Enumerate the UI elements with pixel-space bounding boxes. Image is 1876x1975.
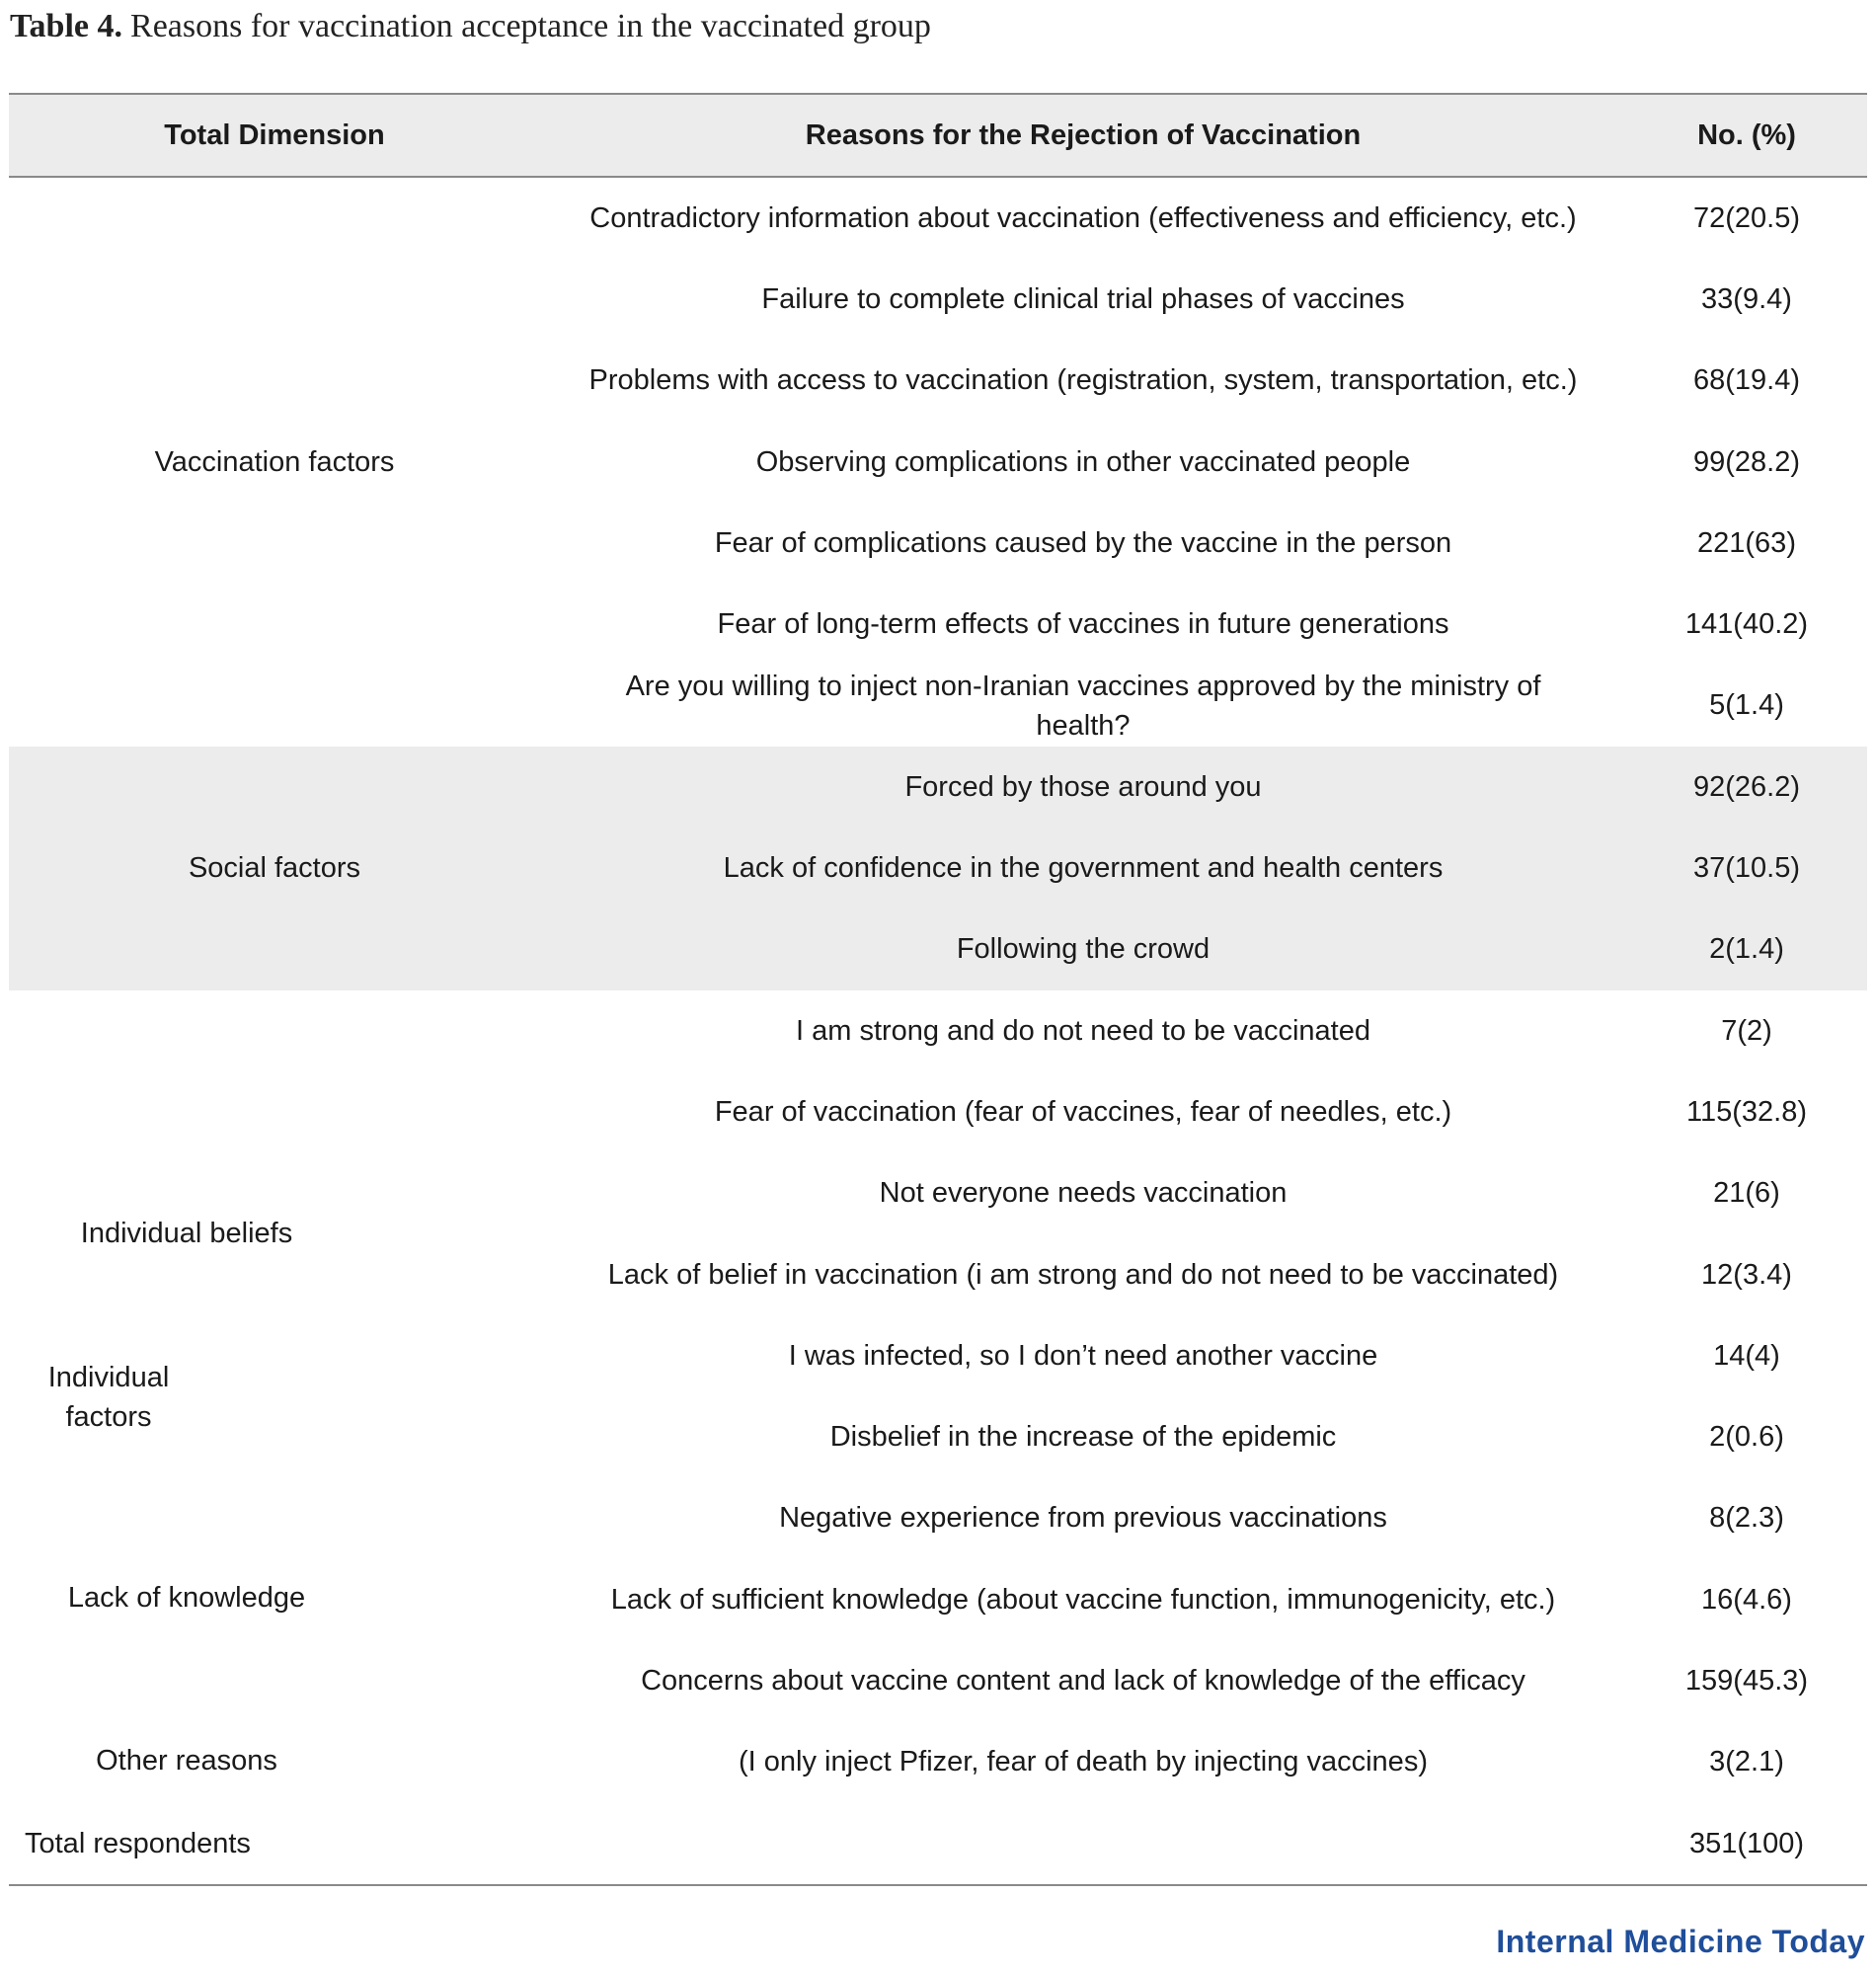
count-cell: 68(19.4) bbox=[1692, 364, 1800, 397]
count-cell: 141(40.2) bbox=[1684, 608, 1809, 641]
reason-cell: Fear of vaccination (fear of vaccines, fear of needles, etc.) bbox=[714, 1095, 1452, 1128]
reason-cell: Disbelief in the increase of the epidemic bbox=[829, 1421, 1337, 1454]
reason-cell: Fear of long-term effects of vaccines in future generations bbox=[717, 608, 1449, 641]
count-cell: 2(1.4) bbox=[1709, 933, 1784, 966]
count-cell: 14(4) bbox=[1713, 1339, 1780, 1372]
reason-cell: I was infected, so I don’t need another vaccine bbox=[788, 1339, 1378, 1372]
reason-cell: (I only inject Pfizer, fear of death by injecting vaccines) bbox=[739, 1746, 1428, 1778]
reason-cell: Forced by those around you bbox=[904, 770, 1262, 803]
reason-cell: Are you willing to inject non-Iranian vaccines approved by the ministry of health? bbox=[625, 670, 1541, 742]
reason-cell: Following the crowd bbox=[956, 933, 1211, 966]
reason-cell: I am strong and do not need to be vaccinated bbox=[795, 1014, 1370, 1047]
count-cell: 7(2) bbox=[1721, 1014, 1772, 1047]
group-social-factors: Social factors bbox=[188, 852, 361, 885]
count-cell: 221(63) bbox=[1697, 526, 1796, 559]
reason-cell: Negative experience from previous vaccinations bbox=[779, 1502, 1387, 1535]
table-number: Table 4. bbox=[10, 8, 123, 44]
count-cell: 72(20.5) bbox=[1692, 201, 1800, 234]
count-cell: 16(4.6) bbox=[1701, 1583, 1792, 1616]
count-cell: 3(2.1) bbox=[1709, 1746, 1784, 1778]
count-cell: 37(10.5) bbox=[1692, 852, 1800, 885]
table-row bbox=[9, 1478, 1867, 1559]
reason-cell: Not everyone needs vaccination bbox=[879, 1177, 1288, 1210]
table-row bbox=[9, 1640, 1867, 1721]
table-row bbox=[9, 990, 1867, 1071]
table-row bbox=[9, 909, 1867, 990]
total-row bbox=[9, 1803, 1867, 1884]
table-row bbox=[9, 584, 1867, 665]
table-row bbox=[9, 828, 1867, 908]
group-vaccination-factors: Vaccination factors bbox=[154, 445, 395, 478]
table-row bbox=[9, 259, 1867, 340]
count-cell: 115(32.8) bbox=[1686, 1095, 1807, 1128]
header-dimension: Total Dimension bbox=[164, 118, 385, 151]
journal-logo: Internal Medicine Today bbox=[1496, 1924, 1865, 1959]
table-caption bbox=[10, 8, 931, 45]
table-row bbox=[9, 666, 1867, 747]
count-cell: 159(45.3) bbox=[1684, 1664, 1809, 1697]
header-count: No. (%) bbox=[1697, 118, 1796, 151]
count-cell: 92(26.2) bbox=[1692, 770, 1800, 803]
table-row bbox=[9, 1071, 1867, 1152]
count-cell: 2(0.6) bbox=[1709, 1421, 1784, 1454]
reason-cell: Lack of confidence in the government and health centers bbox=[723, 852, 1444, 885]
header-reason: Reasons for the Rejection of Vaccination bbox=[805, 118, 1362, 151]
group-individual-beliefs: Individual beliefs bbox=[80, 1218, 293, 1249]
table-row bbox=[9, 341, 1867, 422]
count-cell: 8(2.3) bbox=[1709, 1502, 1784, 1535]
count-cell: 33(9.4) bbox=[1701, 282, 1792, 315]
count-cell: 99(28.2) bbox=[1692, 445, 1800, 478]
count-cell: 12(3.4) bbox=[1701, 1258, 1792, 1291]
reason-cell: Failure to complete clinical trial phases of vaccines bbox=[761, 282, 1405, 315]
group-lack-of-knowledge: Lack of knowledge bbox=[67, 1582, 306, 1614]
table-row bbox=[9, 178, 1867, 259]
table-row bbox=[9, 503, 1867, 584]
reason-cell: Problems with access to vaccination (registration, system, transportation, etc.) bbox=[588, 364, 1578, 397]
table-row bbox=[9, 747, 1867, 828]
reason-cell: Contradictory information about vaccination (effectiveness and efficiency, etc.) bbox=[589, 201, 1577, 234]
group-other-reasons: Other reasons bbox=[96, 1745, 277, 1777]
table-row bbox=[9, 422, 1867, 503]
count-cell: 5(1.4) bbox=[1709, 689, 1784, 722]
table-row bbox=[9, 1396, 1867, 1477]
count-cell: 21(6) bbox=[1713, 1177, 1780, 1210]
reason-cell: Observing complications in other vaccinated people bbox=[755, 445, 1411, 478]
reason-cell: Lack of sufficient knowledge (about vaccine function, immunogenicity, etc.) bbox=[610, 1583, 1556, 1616]
total-count: 351(100) bbox=[1688, 1827, 1805, 1859]
group-individual-factors: Individual factors bbox=[47, 1362, 170, 1433]
reason-cell: Fear of complications caused by the vaccine in the person bbox=[714, 526, 1452, 559]
table-row bbox=[9, 1315, 1867, 1396]
reason-cell: Concerns about vaccine content and lack of knowledge of the efficacy bbox=[641, 1664, 1525, 1697]
table-header-row bbox=[9, 95, 1867, 178]
reason-cell: Lack of belief in vaccination (i am strong and do not need to be vaccinated) bbox=[607, 1258, 1559, 1291]
total-label: Total respondents bbox=[25, 1827, 251, 1859]
table-title: Reasons for vaccination acceptance in the vaccinated group bbox=[130, 8, 931, 44]
